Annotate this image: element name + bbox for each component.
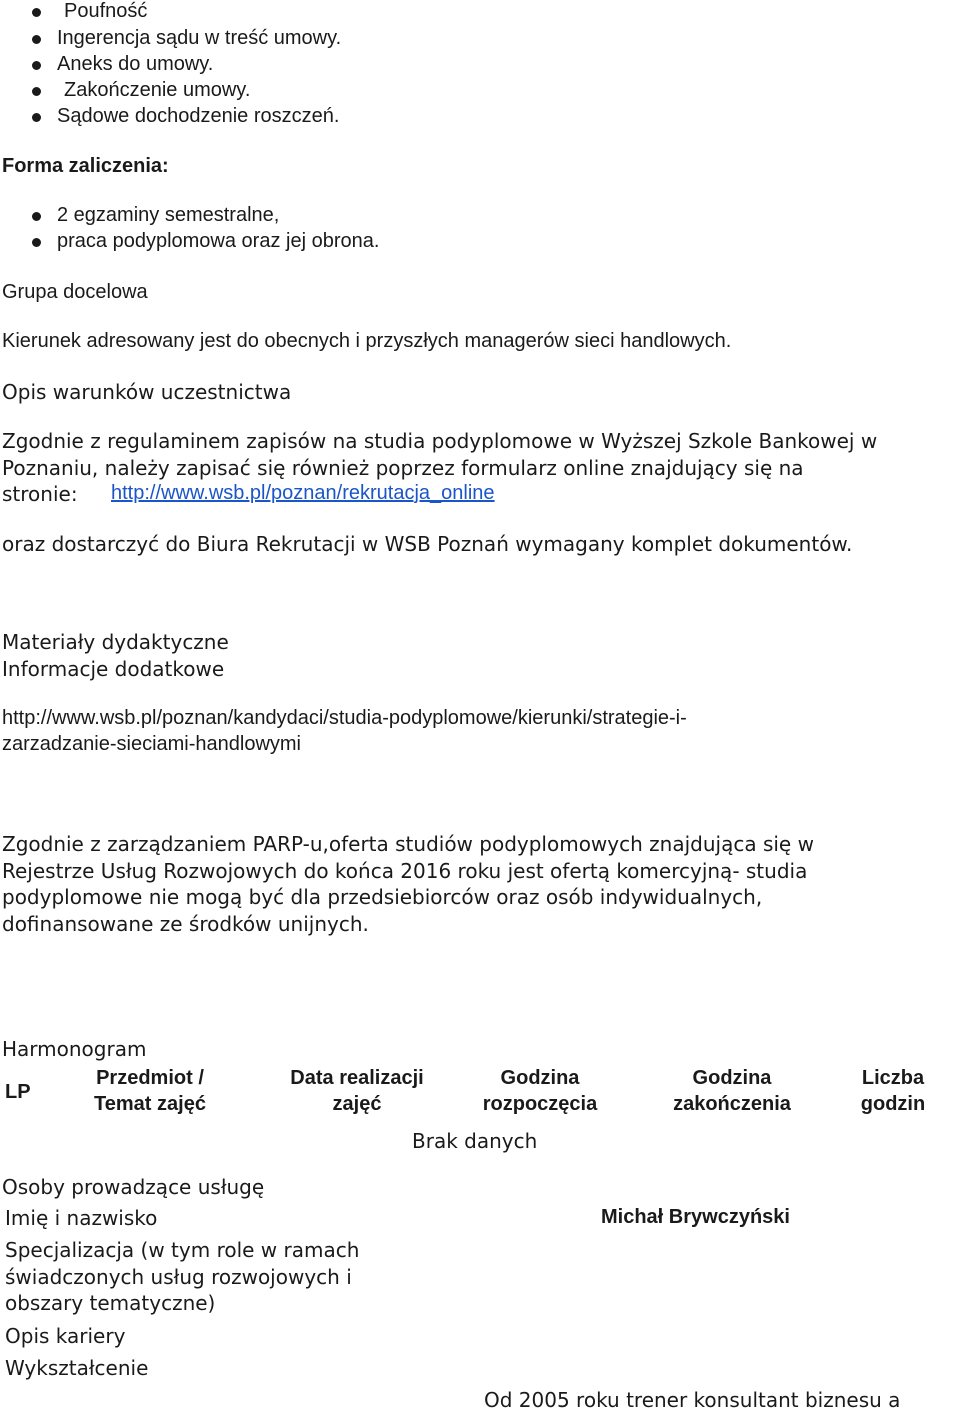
bullet-dot xyxy=(32,238,41,247)
header-line: godzin xyxy=(860,1093,926,1115)
header-line: Data realizacji xyxy=(290,1067,424,1089)
col-header-hours xyxy=(838,1067,948,1116)
label-kariera: Opis kariery xyxy=(5,1324,126,1348)
label-spec: Specjalizacja (w tym role w ramach xyxy=(5,1238,360,1262)
list-item: Zakończenie umowy. xyxy=(64,79,251,101)
section-heading-informacje: Informacje dodatkowe xyxy=(2,657,225,681)
kariera-value: Od 2005 roku trener konsultant biznesu a xyxy=(484,1388,901,1412)
parp-line: Zgodnie z zarządzaniem PARP-u,oferta studiów podyplomowych znajdująca się w xyxy=(2,832,814,856)
section-heading-materialy: Materiały dydaktyczne xyxy=(2,630,229,654)
header-line: zajęć xyxy=(332,1093,382,1115)
list-item: Sądowe dochodzenie roszczeń. xyxy=(57,105,340,127)
parp-line: Rejestrze Usług Rozwojowych do końca 2016 roku jest ofertą komercyjną- studia xyxy=(2,859,808,883)
label-spec: obszary tematyczne) xyxy=(5,1291,216,1315)
list-item: Aneks do umowy. xyxy=(57,53,214,75)
bullet-dot xyxy=(32,35,41,44)
section-heading-opis: Opis warunków uczestnictwa xyxy=(2,380,292,404)
section-heading-harmonogram: Harmonogram xyxy=(2,1037,147,1061)
opis-line: oraz dostarczyć do Biura Rekrutacji w WSB Poznań wymagany komplet dokumentów. xyxy=(2,532,853,556)
header-line: zakończenia xyxy=(673,1093,791,1115)
header-line: Godzina xyxy=(500,1067,580,1089)
label-name: Imię i nazwisko xyxy=(5,1206,158,1230)
list-item: 2 egzaminy semestralne, xyxy=(57,204,280,226)
col-header-przedmiot xyxy=(70,1067,230,1116)
col-header-end xyxy=(652,1067,812,1116)
section-heading-forma: Forma zaliczenia: xyxy=(2,155,169,177)
bullet-dot xyxy=(32,87,41,96)
bullet-dot xyxy=(32,8,41,17)
label-wyksztalcenie: Wykształcenie xyxy=(5,1356,149,1380)
header-line: Temat zajęć xyxy=(94,1093,206,1115)
bullet-dot xyxy=(32,61,41,70)
header-line: Liczba xyxy=(861,1067,925,1089)
header-line: Przedmiot / xyxy=(96,1067,204,1089)
trainer-name: Michał Brywczyński xyxy=(601,1206,790,1228)
section-heading-osoby: Osoby prowadzące usługę xyxy=(2,1175,265,1199)
opis-line: Poznaniu, należy zapisać się również poprzez formularz online znajdujący się na xyxy=(2,456,804,480)
bullet-dot xyxy=(32,212,41,221)
col-header-data xyxy=(262,1067,452,1116)
col-header-lp: LP xyxy=(5,1081,31,1103)
grupa-text: Kierunek adresowany jest do obecnych i przyszłych managerów sieci handlowych. xyxy=(2,330,732,352)
list-item: Poufność xyxy=(64,0,148,22)
opis-line-prefix: stronie: xyxy=(2,482,78,506)
info-url-line: zarzadzanie-sieciami-handlowymi xyxy=(2,733,302,755)
schedule-empty-message: Brak danych xyxy=(412,1129,538,1153)
parp-line: podyplomowe nie mogą być dla przedsiebiorców oraz osób indywidualnych, xyxy=(2,885,763,909)
list-item: Ingerencja sądu w treść umowy. xyxy=(57,27,342,49)
col-header-start xyxy=(460,1067,620,1116)
registration-link[interactable]: http://www.wsb.pl/poznan/rekrutacja_online xyxy=(111,482,495,504)
parp-line: dofinansowane ze środków unijnych. xyxy=(2,912,369,936)
info-url-line: http://www.wsb.pl/poznan/kandydaci/studia-podyplomowe/kierunki/strategie-i- xyxy=(2,707,687,729)
section-heading-grupa: Grupa docelowa xyxy=(2,281,148,303)
opis-line: Zgodnie z regulaminem zapisów na studia podyplomowe w Wyższej Szkole Bankowej w xyxy=(2,429,878,453)
bullet-dot xyxy=(32,113,41,122)
header-line: rozpoczęcia xyxy=(482,1093,598,1115)
label-spec: świadczonych usług rozwojowych i xyxy=(5,1265,352,1289)
list-item: praca podyplomowa oraz jej obrona. xyxy=(57,230,380,252)
header-line: Godzina xyxy=(692,1067,772,1089)
